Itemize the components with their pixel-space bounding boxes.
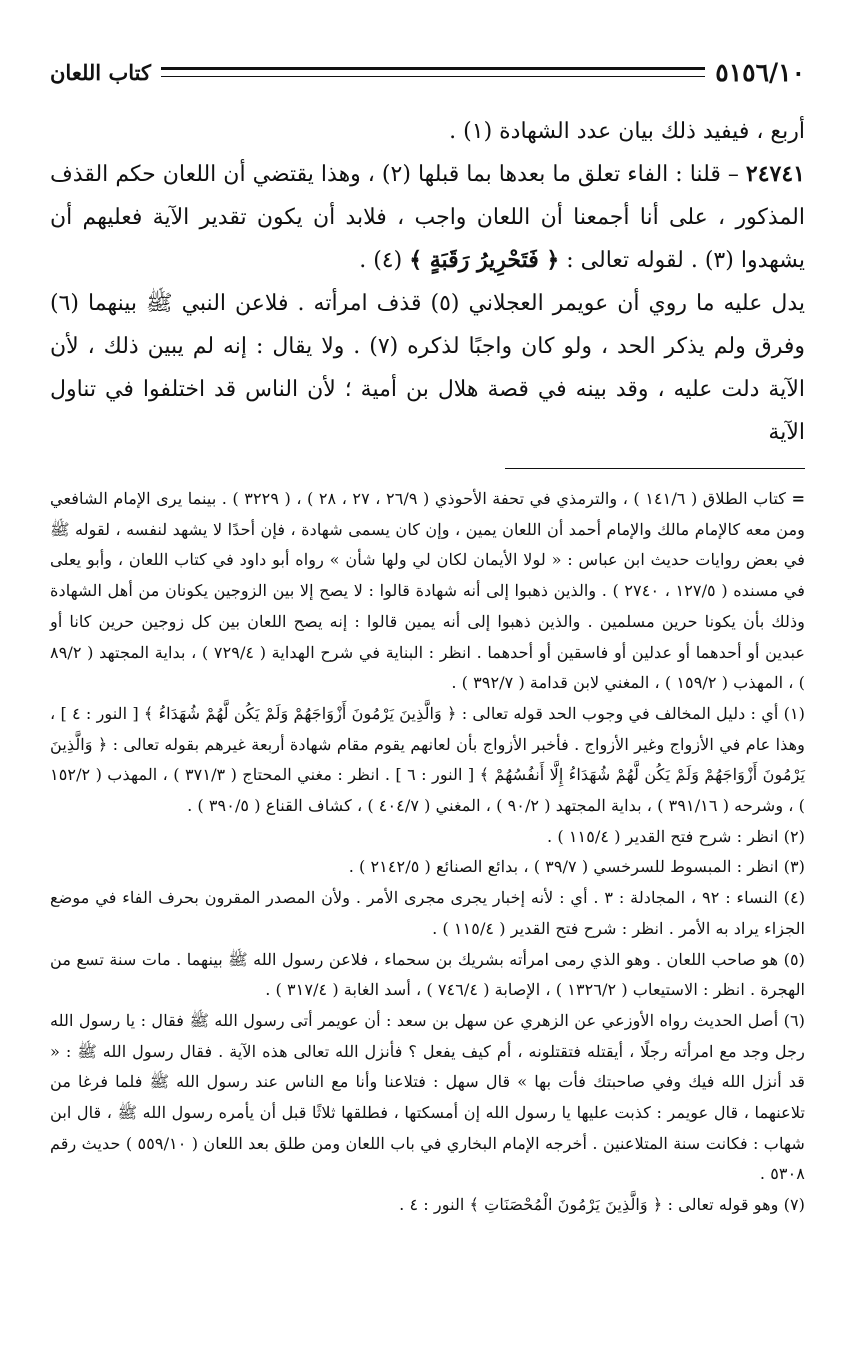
footnote-number: (٤) xyxy=(783,888,806,908)
footnote-number: (٢) xyxy=(783,826,805,846)
running-title: كتاب اللعان xyxy=(50,59,151,85)
footnote-number: (٣) xyxy=(783,857,805,877)
page-number: ٥١٥٦/١٠ xyxy=(715,57,805,87)
footnote-6 xyxy=(50,1006,805,1190)
continuation-mark: = xyxy=(791,489,806,508)
paragraph-2-text: – قلنا : الفاء تعلق ما بعدها بما قبلها (٢) ، وهذا يقتضي أن اللعان حكم القذف المذكور ، على أنا أجمعنا أن اللعان واجب ، فلابد أن يكون تقدير الآية فعليهم أن يشهدوا (٣) . لقوله تعالى : xyxy=(50,162,805,273)
footnote-2 xyxy=(50,822,805,853)
footnote-continuation xyxy=(50,484,805,699)
footnote-text: هو صاحب اللعان . وهو الذي رمى امرأته بشريك بن سحماء ، فلاعن رسول الله ﷺ بينهما . مات سنة تسع من الهجرة . انظر : الاستيعاب ( ١٣٢٦/٢ ) ، الإصابة ( ٧٤٦/٤ ) ، أسد الغابة ( ٣١٧/٤ ) . xyxy=(50,949,805,1000)
footnote-continuation-text: كتاب الطلاق ( ١٤١/٦ ) ، والترمذي في تحفة الأحوذي ( ٢٦/٩ ، ٢٧ ، ٢٨ ) ، ( ٣٢٢٩ ) . بينما يرى الإمام الشافعي ومن معه كالإمام مالك والإمام أحمد أن اللعان يمين ، وإن كان يسمى شهادة ، فإن أحدًا لا يشهد لنفسه ، لقوله ﷺ في بعض روايات حديث ابن عباس : « لولا الأيمان لكان لي ولها شأن » رواه أبو داود في كتاب اللعان ، وأبو يعلى في مسنده ( ١٢٧/٥ ، ٢٧٤٠ ) . والذين ذهبوا إلى أنه شهادة قالوا : لا يصح إلا بين الزوجين يكونان من أهل الشهادة وذلك بأن يكونا حرين مسلمين . والذين ذهبوا إلى أنه يمين قالوا : إنه يصح اللعان بين كل زوجين حرين كانا أو عبدين أو أحدهما أو عدلين أو فاسقين أو أحدهما . انظر : البناية في شرح الهداية ( ٧٢٩/٤ ) ، بداية المجتهد ( ٨٩/٢ ) ، المهذب ( ١٥٩/٢ ) ، المغني لابن قدامة ( ٣٩٢/٧ ) . xyxy=(50,489,805,693)
footnote-4 xyxy=(50,883,805,944)
footnote-text: أي : دليل المخالف في وجوب الحد قوله تعالى : ﴿ وَالَّذِينَ يَرْمُونَ أَزْوَاجَهُمْ وَلَمْ يَكُن لَّهُمْ شُهَدَاءُ ﴾ [ النور : ٤ ] ، وهذا عام في الأزواج وغير الأزواج . فأخبر الأزواج بأن لعانهم يقوم مقام شهادة أربعة غيرهم بقوله تعالى : ﴿ وَالَّذِينَ يَرْمُونَ أَزْوَاجَهُمْ وَلَمْ يَكُن لَّهُمْ شُهَدَاءُ إِلَّا أَنفُسُهُمْ ﴾ [ النور : ٦ ] . انظر : مغني المحتاج ( ٣٧١/٣ ) ، المهذب ( ١٥٢/٢ ) ، وشرحه ( ٣٩١/١٦ ) ، بداية المجتهد ( ٩٠/٢ ) ، المغني ( ٤٠٤/٧ ) ، كشاف القناع ( ٣٩٠/٥ ) . xyxy=(50,703,806,816)
footnote-text: النساء : ٩٢ ، المجادلة : ٣ . أي : لأنه إخبار يجرى مجرى الأمر . ولأن المصدر المقرون بحرف الفاء في موضع الجزاء يراد به الأمر . انظر : شرح فتح القدير ( ١١٥/٤ ) . xyxy=(50,888,805,938)
paragraph-2-after: (٤) . xyxy=(359,248,410,273)
footnote-number: (٦) xyxy=(783,1010,805,1030)
paragraph-3: يدل عليه ما روي أن عويمر العجلاني (٥) قذف امرأته . فلاعن النبي ﷺ بينهما (٦) وفرق ولم يذكر الحد ، ولو كان واجبًا لذكره (٧) . ولا يقال : إنه لم يبين ذلك ، لأن الآية دلت عليه ، وقد بينه في قصة هلال بن أمية ؛ لأن الناس قد اختلفوا في تناول الآية xyxy=(50,291,805,445)
footnote-7 xyxy=(50,1190,805,1221)
footnote-text: وهو قوله تعالى : ﴿ وَالَّذِينَ يَرْمُونَ الْمُحْصَنَاتِ ﴾ النور : ٤ . xyxy=(399,1195,779,1215)
header-rule xyxy=(161,67,705,77)
footnotes xyxy=(50,468,805,1221)
footnote-1 xyxy=(50,699,805,822)
issue-number: ٢٤٧٤١ xyxy=(745,161,805,187)
footnote-number: (٥) xyxy=(783,949,805,969)
paragraph-1: أربع ، فيفيد ذلك بيان عدد الشهادة (١) . xyxy=(449,119,805,144)
footnote-number: (١) xyxy=(783,703,805,723)
footnote-text: أصل الحديث رواه الأوزعي عن الزهري عن سهل بن سعد : أن عويمر أتى رسول الله ﷺ فقال : يا رسول الله رجل وجد مع امرأته رجلًا ، أيقتله فتقتلونه ، أم كيف يفعل ؟ فأنزل الله تعالى هذه الآية . فقال رسول الله ﷺ : « قد أنزل الله فيك وفي صاحبتك فأت بها » قال سهل : فتلاعنا وأنا مع الناس عند رسول الله ﷺ فلما فرغا من تلاعنهما ، قال عويمر : كذبت عليها يا رسول الله إن أمسكتها ، فطلقها ثلاثًا قبل أن يأمره رسول الله ﷺ ، قال ابن شهاب : فكانت سنة المتلاعنين . أخرجه الإمام البخاري في باب اللعان ومن طلق بعد اللعان ( ٥٥٩/١٠ ) حديث رقم ٥٣٠٨ . xyxy=(50,1010,805,1184)
main-text xyxy=(50,110,805,454)
footnote-5 xyxy=(50,945,805,1006)
footnote-text: انظر : شرح فتح القدير ( ١١٥/٤ ) . xyxy=(547,826,779,846)
footnote-3 xyxy=(50,852,805,883)
paragraph-2 xyxy=(50,153,805,282)
page-header xyxy=(50,52,805,92)
footnote-number: (٧) xyxy=(783,1195,805,1215)
footnote-text: انظر : المبسوط للسرخسي ( ٣٩/٧ ) ، بدائع الصنائع ( ٢١٤٢/٥ ) . xyxy=(348,857,779,877)
footnote-separator xyxy=(505,468,805,469)
quran-verse: ﴿ فَتَحْرِيرُ رَقَبَةٍ ﴾ xyxy=(409,247,560,273)
